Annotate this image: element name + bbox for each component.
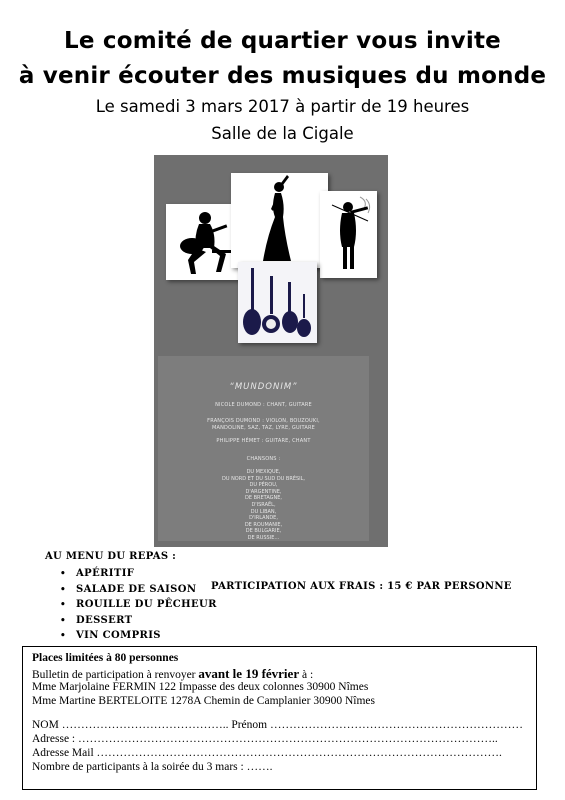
contact-1: Mme Marjolaine FERMIN 122 Impasse des deux colonnes 30900 Nîmes: [32, 681, 369, 693]
menu-list: [60, 566, 217, 644]
song-origin: DU MEXIQUE,: [246, 469, 281, 475]
name-field[interactable]: NOM …………………………………….. Prénom …………………………………………………………: [32, 719, 523, 731]
song-origin: DU PÉROU,: [249, 482, 278, 489]
violinist-silhouette-icon: [320, 191, 377, 278]
menu-item: • ROUILLE DU PÊCHEUR: [60, 597, 217, 613]
bulletin-instructions: Bulletin de participation à renvoyer avant le 19 février à :: [32, 666, 314, 681]
participants-field[interactable]: Nombre de participants à la soirée du 3 mars : …….: [32, 761, 273, 773]
bullet: •: [60, 584, 67, 595]
menu-item: • APÉRITIF: [60, 566, 217, 582]
performer-3: PHILIPPE HÉMET : GUITARE, CHANT: [216, 438, 311, 444]
bullet: •: [60, 631, 67, 641]
menu-item: • DESSERT: [60, 613, 217, 629]
performer-2: FRANÇOIS DUMOND : VIOLON, BOUZOUKI,: [207, 418, 320, 424]
song-origin: D'ISRAËL,: [251, 502, 276, 508]
poster-text-panel: [158, 356, 369, 541]
instruments-photo: [238, 262, 317, 343]
bullet: •: [60, 615, 67, 626]
deadline: avant le 19 février: [198, 666, 300, 681]
song-origin: D'IRLANDE,: [249, 515, 278, 522]
menu-heading: AU MENU DU REPAS :: [45, 551, 177, 562]
singer-photo: [231, 173, 328, 268]
song-origin: D'ARGENTINE,: [245, 488, 282, 495]
song-origin: DU NORD ET DU SUD DU BRÉSIL,: [221, 475, 306, 482]
songs-heading: CHANSONS :: [246, 456, 281, 462]
registration-form: [22, 646, 537, 790]
song-origin: DE BRETAGNE,: [244, 495, 283, 502]
song-origin: DE BULGARIE,: [245, 528, 282, 535]
band-name: “MUNDONIM”: [229, 382, 298, 392]
instruments-icon: [238, 262, 317, 343]
bullet: •: [60, 600, 67, 610]
event-venue: Salle de la Cigale: [211, 124, 354, 143]
address-field[interactable]: Adresse : ………………………………………………………………………………………………..: [32, 733, 498, 745]
contact-2: Mme Martine BERTELOITE 1278A Chemin de Camplanier 30900 Nîmes: [32, 695, 375, 707]
performer-1: NICOLE DUMOND : CHANT, GUITARE: [215, 402, 312, 408]
participation-price: PARTICIPATION AUX FRAIS : 15 € PAR PERSONNE: [211, 581, 512, 592]
singer-silhouette-icon: [231, 173, 328, 268]
invitation-heading-line2: à venir écouter des musiques du monde: [18, 63, 547, 89]
menu-item: • SALADE DE SAISON: [60, 582, 217, 598]
violinist-photo: [320, 191, 377, 278]
bullet: •: [60, 569, 67, 579]
invitation-heading-line1: Le comité de quartier vous invite: [64, 28, 501, 54]
event-date: Le samedi 3 mars 2017 à partir de 19 heures: [95, 97, 470, 116]
email-field[interactable]: Adresse Mail …………………………………………………………………………………………….: [32, 747, 502, 759]
song-origin: DE ROUMANIE,: [244, 521, 283, 528]
song-origin: DE RUSSIE…: [247, 535, 280, 541]
song-origin: DU LIBAN,: [250, 508, 277, 515]
places-limit: Places limitées à 80 personnes: [32, 652, 179, 664]
performer-2-instruments: MANDOLINE, SAZ, TAZ, LYRE, GUITARE: [211, 425, 316, 431]
menu-item: • VIN COMPRIS: [60, 628, 217, 644]
